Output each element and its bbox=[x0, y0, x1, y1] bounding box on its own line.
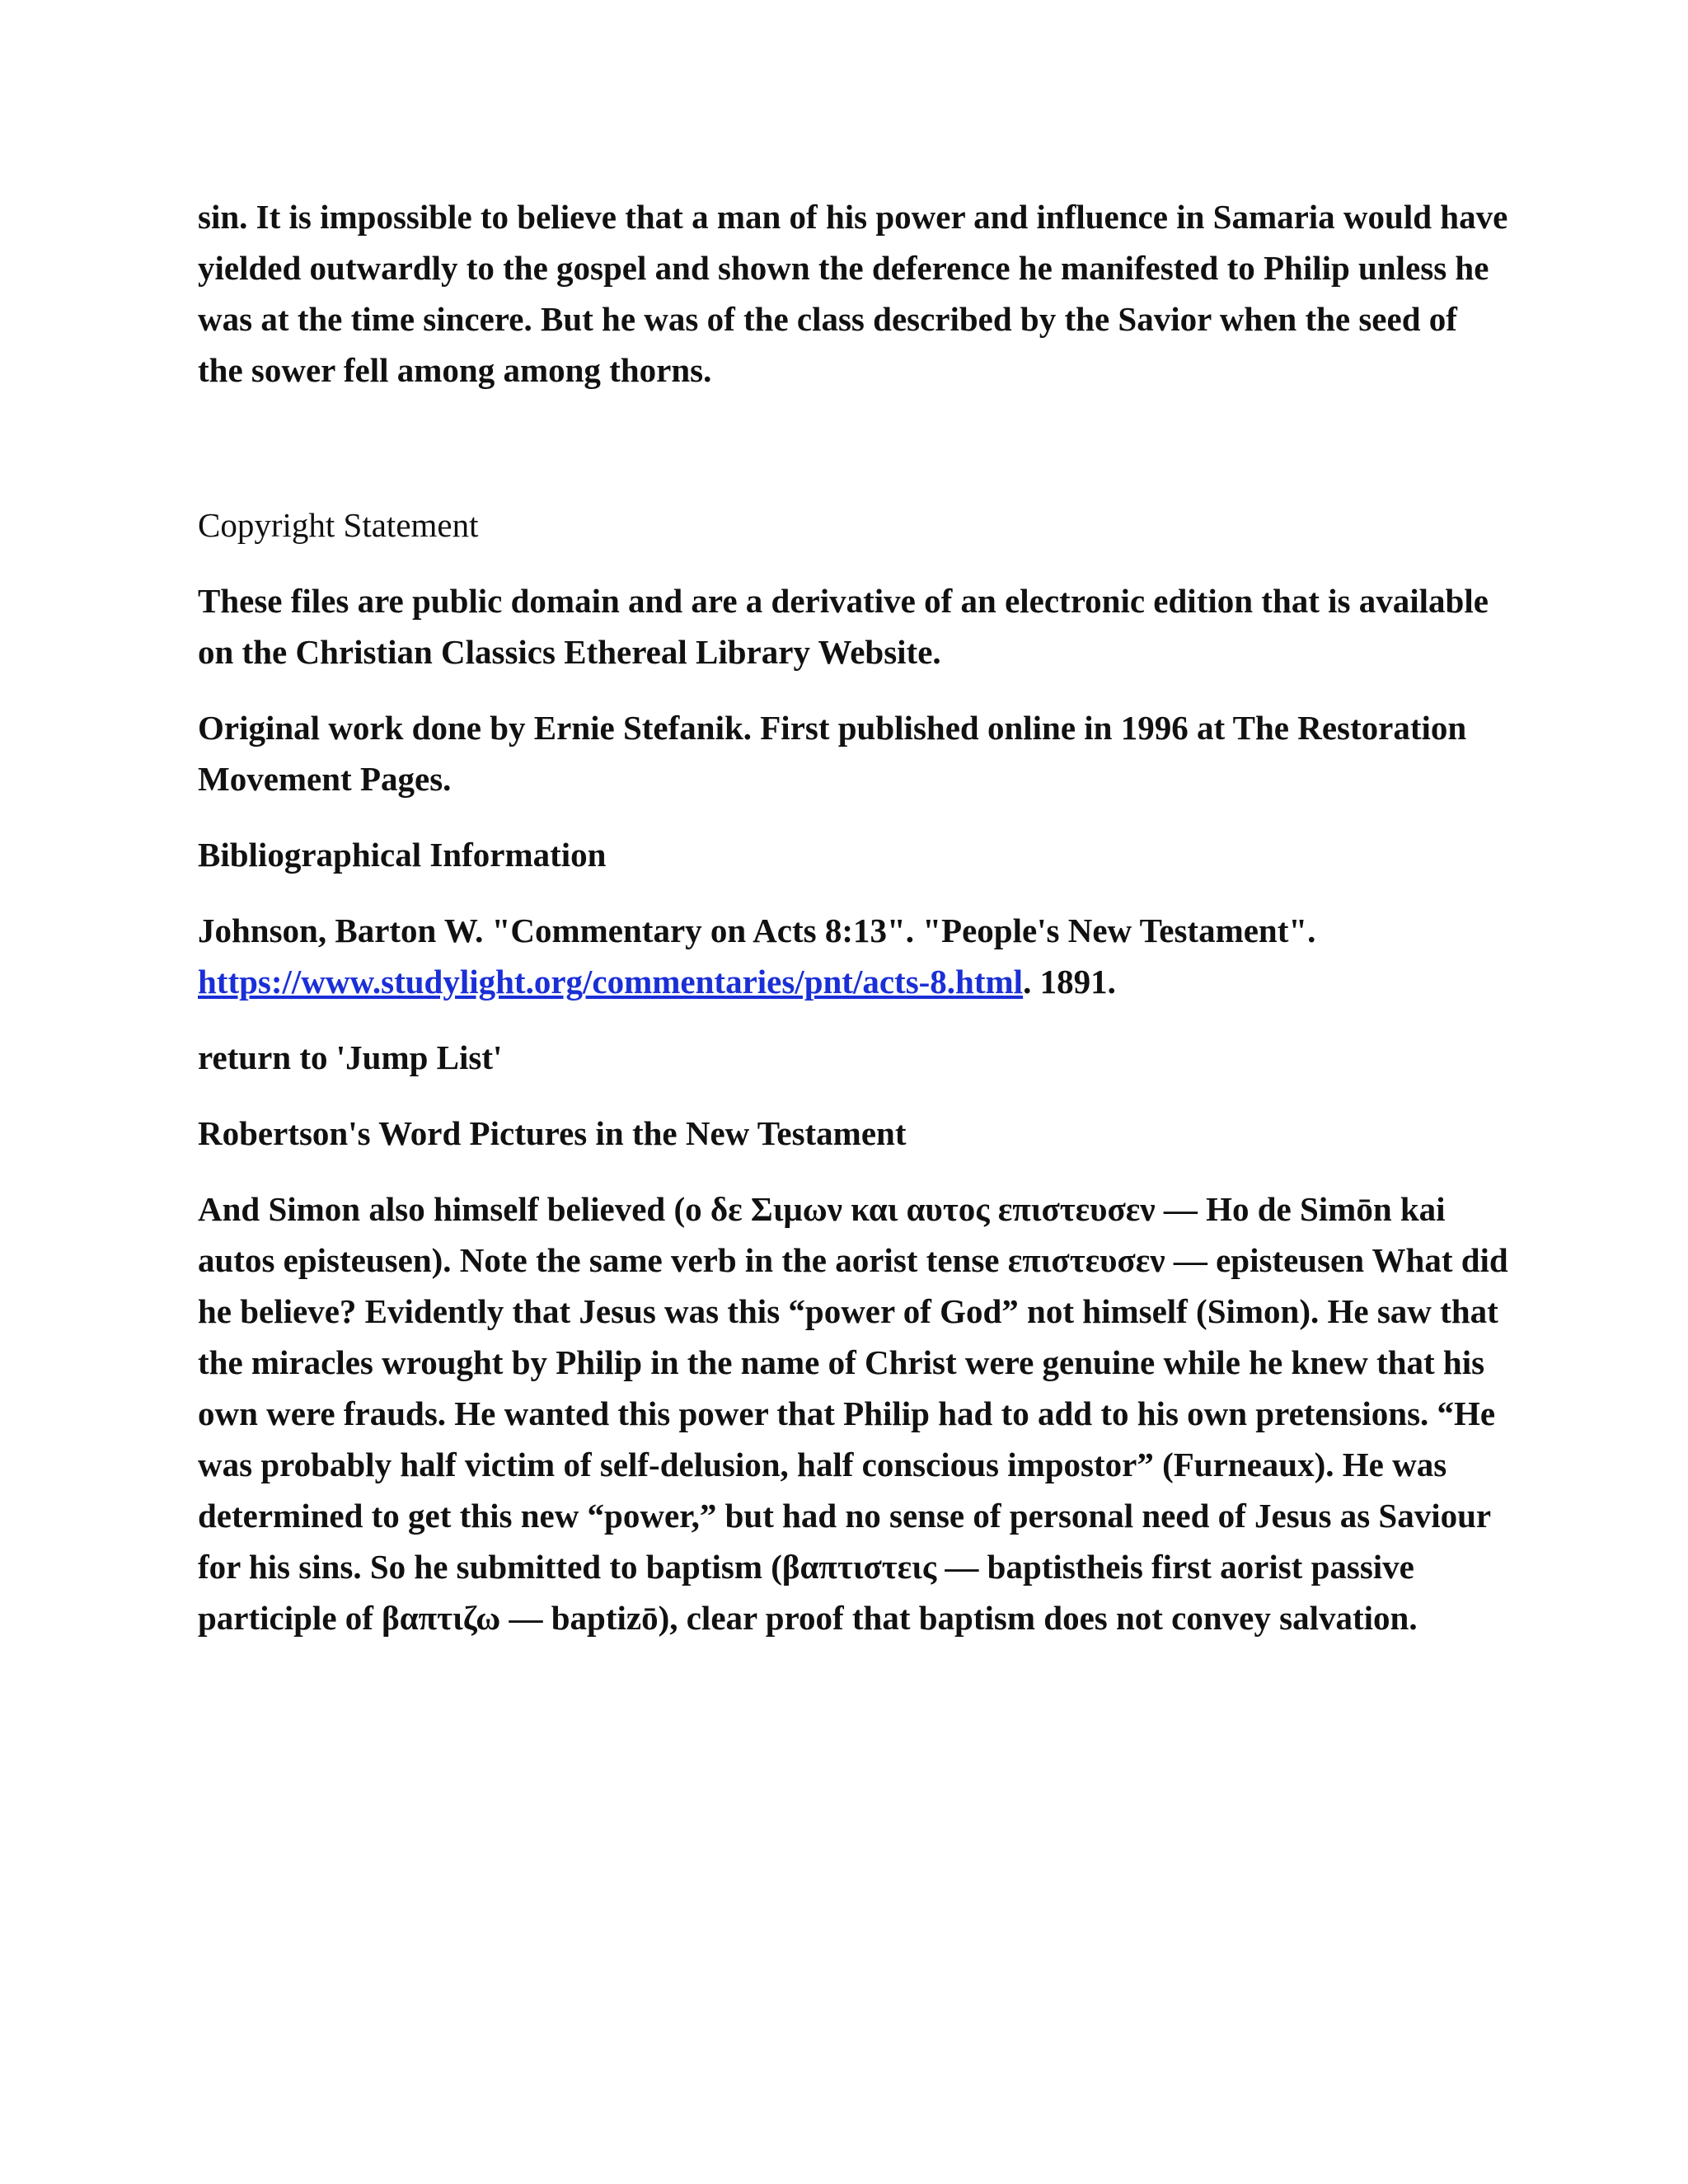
bibliography-heading: Bibliographical Information bbox=[198, 836, 607, 874]
copyright-statement: These files are public domain and are a derivative of an electronic edition that is available on the Christian Classics Ethereal Library Website. bbox=[198, 582, 1489, 671]
robertson-body: And Simon also himself believed (ο δε Σιμων και αυτος επιστευσεν — Ho de Simōn kai autos episteusen). Note the same verb in the aorist tense επιστευσεν — episteusen What did he believe? Evidently that Jesus was this “power of God” not himself (Simon). He saw that the miracles wrought by Philip in the name of Christ were genuine while he knew that his own were frauds. He wanted this power that Philip had to add to his own pretensions. “He was probably half victim of self-delusion, half conscious impostor” (Furneaux). He was determined to get this new “power,” but had no sense of personal need of Jesus as Saviour for his sins. So he submitted to baptism (βαπτιστεις — baptistheis first aorist passive participle of βαπτιζω — baptizō), clear proof that baptism does not convey salvation. bbox=[198, 1190, 1508, 1637]
return-to-jump-list-link[interactable]: return to 'Jump List' bbox=[198, 1038, 503, 1076]
document-page bbox=[198, 191, 1508, 1643]
copyright-heading: Copyright Statement bbox=[198, 506, 479, 544]
citation-year: . 1891. bbox=[1023, 963, 1116, 1001]
bibliography-citation bbox=[198, 905, 1508, 1007]
studylight-link[interactable]: https://www.studylight.org/commentaries/pnt/acts-8.html bbox=[198, 963, 1024, 1001]
robertson-heading: Robertson's Word Pictures in the New Testament bbox=[198, 1114, 907, 1152]
citation-text: Johnson, Barton W. "Commentary on Acts 8:13". "People's New Testament". bbox=[198, 912, 1316, 949]
continuation-paragraph: sin. It is impossible to believe that a man of his power and influence in Samaria would have yielded outwardly to the gospel and shown the deference he manifested to Philip unless he was at the time sincere. But he was of the class described by the Savior when the seed of the sower fell among among thorns. bbox=[198, 198, 1508, 389]
original-work-note: Original work done by Ernie Stefanik. First published online in 1996 at The Restoration Movement Pages. bbox=[198, 709, 1467, 798]
